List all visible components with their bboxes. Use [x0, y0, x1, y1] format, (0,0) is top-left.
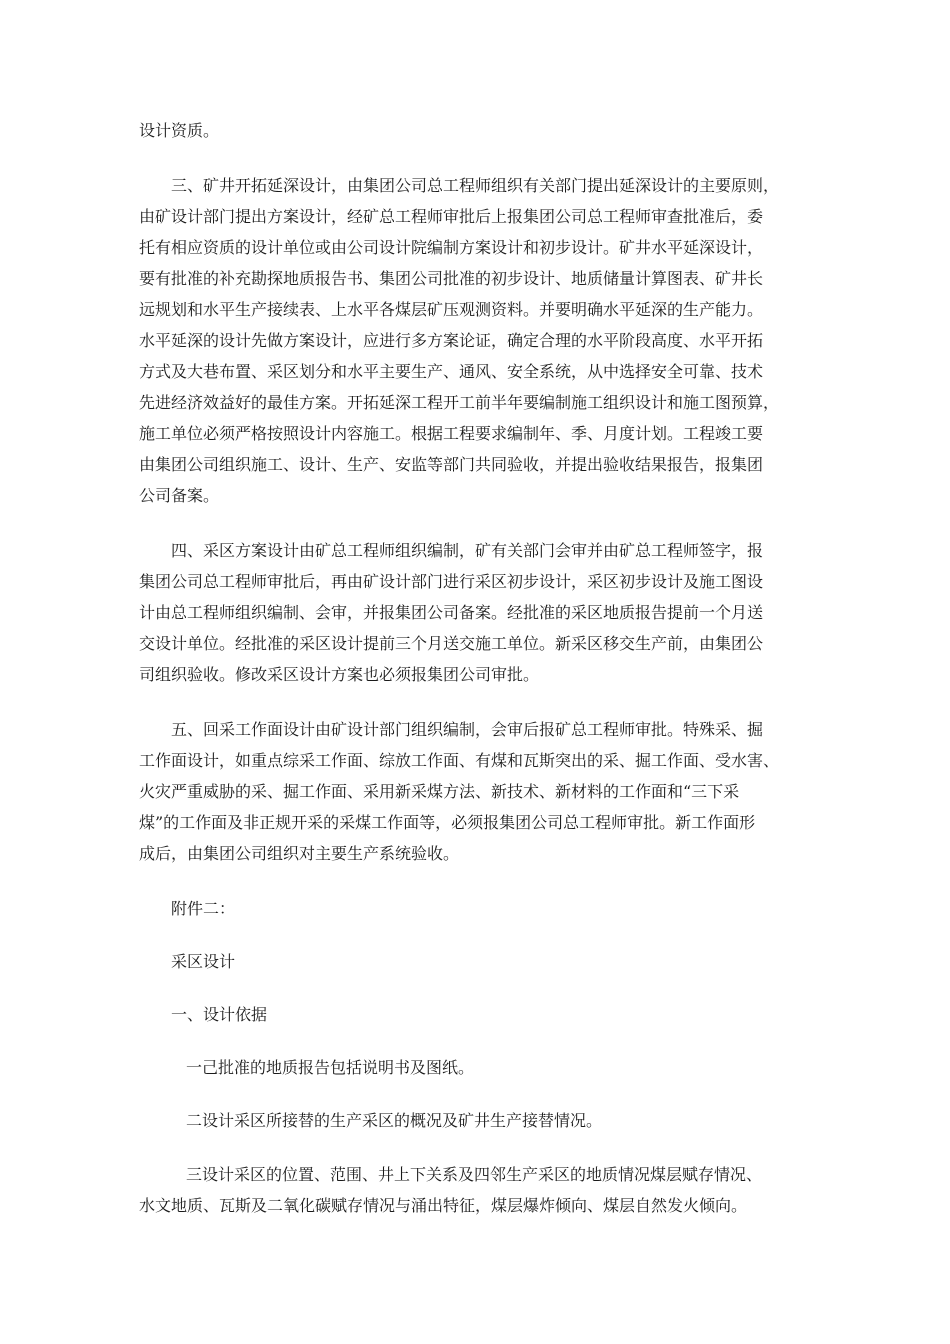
text-line: 先进经济效益好的最佳方案。开拓延深工程开工前半年要编制施工组织设计和施工图预算，: [139, 393, 780, 412]
section-5-first-line: 五、回采工作面设计由矿设计部门组织编制，会审后报矿总工程师审批。特殊采、掘: [171, 720, 764, 739]
subsection-heading: 一、设计依据: [171, 1005, 268, 1024]
text-line: 远规划和水平生产接续表、上水平各煤层矿压观测资料。并要明确水平延深的生产能力。: [139, 300, 764, 319]
list-item: 三设计采区的位置、范围、井上下关系及四邻生产采区的地质情况煤层赋存情况、: [186, 1165, 763, 1184]
text-line: 水平延深的设计先做方案设计，应进行多方案论证，确定合理的水平阶段高度、水平开拓: [139, 331, 764, 350]
text-line: 司组织验收。修改采区设计方案也必须报集团公司审批。: [139, 665, 540, 684]
text-line: 公司备案。: [139, 486, 220, 505]
text-line: 由集团公司组织施工、设计、生产、安监等部门共同验收，并提出验收结果报告，报集团: [139, 455, 764, 474]
text-line: 成后，由集团公司组织对主要生产系统验收。: [139, 844, 460, 863]
text-line: 交设计单位。经批准的采区设计提前三个月送交施工单位。新采区移交生产前，由集团公: [139, 634, 764, 653]
text-line: 托有相应资质的设计单位或由公司设计院编制方案设计和初步设计。矿井水平延深设计，: [139, 238, 764, 257]
text-line: 由矿设计部门提出方案设计，经矿总工程师审批后上报集团公司总工程师审查批准后，委: [139, 207, 764, 226]
text-line: 火灾严重威胁的采、掘工作面、采用新采煤方法、新技术、新材料的工作面和“三下采: [139, 782, 740, 801]
text-line: 集团公司总工程师审批后，再由矿设计部门进行采区初步设计，采区初步设计及施工图设: [139, 572, 764, 591]
appendix-heading: 附件二：: [171, 899, 236, 918]
text-line: 施工单位必须严格按照设计内容施工。根据工程要求编制年、季、月度计划。工程竣工要: [139, 424, 764, 443]
section-3-first-line: 三、矿井开拓延深设计，由集团公司总工程师组织有关部门提出延深设计的主要原则，: [171, 176, 780, 195]
text-line: 工作面设计，如重点综采工作面、综放工作面、有煤和瓦斯突出的采、掘工作面、受水害、: [139, 751, 780, 770]
text-line: 计由总工程师组织编制、会审，并报集团公司备案。经批准的采区地质报告提前一个月送: [139, 603, 764, 622]
text-line: 设计资质。: [139, 121, 220, 140]
section-title: 采区设计: [171, 952, 236, 971]
text-line: 水文地质、瓦斯及二氧化碳赋存情况与涌出特征，煤层爆炸倾向、煤层自然发火倾向。: [139, 1196, 748, 1215]
text-line: 要有批准的补充勘探地质报告书、集团公司批准的初步设计、地质储量计算图表、矿井长: [139, 269, 764, 288]
text-line: 煤”的工作面及非正规开采的采煤工作面等，必须报集团公司总工程师审批。新工作面形: [139, 813, 756, 832]
section-4-first-line: 四、采区方案设计由矿总工程师组织编制，矿有关部门会审并由矿总工程师签字，报: [171, 541, 764, 560]
list-item: 二设计采区所接替的生产采区的概况及矿井生产接替情况。: [186, 1111, 603, 1130]
text-line: 方式及大巷布置、采区划分和水平主要生产、通风、安全系统，从中选择安全可靠、技术: [139, 362, 764, 381]
list-item: 一己批准的地质报告包括说明书及图纸。: [186, 1058, 475, 1077]
